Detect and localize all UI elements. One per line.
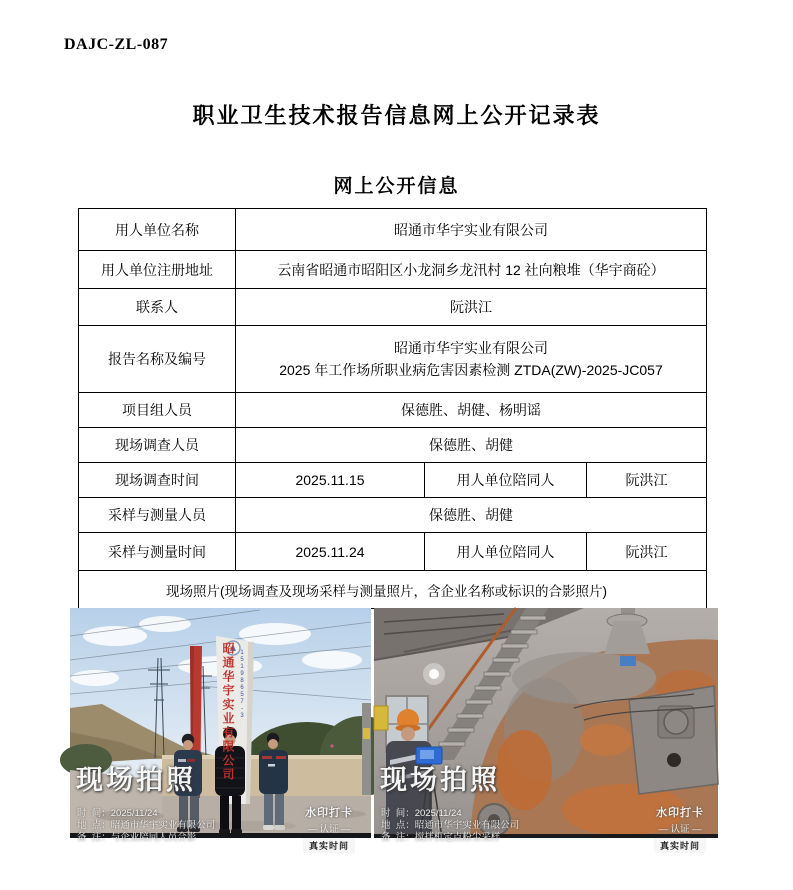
table-row	[79, 251, 707, 289]
watermark-place: 地 点：昭通市华宇实业有限公司	[381, 820, 520, 831]
real-time-badge: 真实时间	[303, 838, 355, 853]
table-row	[79, 428, 707, 463]
row-label: 用人单位名称	[79, 209, 236, 251]
company-sign-text: 昭通华宇实业有限公司	[221, 642, 235, 782]
photo-caption: 现场照片(现场调查及现场采样与测量照片，含企业名称或标识的合影照片)	[166, 583, 607, 599]
warning-sign	[374, 706, 388, 730]
table-row	[79, 463, 707, 498]
stamp-line2: — 认证 —	[307, 824, 351, 835]
watermark-title: 现场拍照	[380, 765, 500, 795]
row-value: 保德胜、胡健	[236, 428, 707, 463]
table-row	[79, 289, 707, 326]
real-time-badge: 真实时间	[654, 838, 706, 853]
roadside-board	[362, 703, 371, 795]
row-value	[236, 326, 707, 393]
company-sign-phone: 15198657-3	[239, 650, 245, 720]
row-value: 2025.11.15	[236, 463, 425, 498]
row-label: 现场调查人员	[79, 428, 236, 463]
photo-caption-cell	[79, 571, 707, 609]
row-value: 阮洪江	[236, 289, 707, 326]
row-value: 昭通市华宇实业有限公司	[236, 209, 707, 251]
row-value: 2025.11.24	[236, 533, 425, 571]
table-row	[79, 498, 707, 533]
panel-hole	[667, 753, 681, 767]
row-value-secondary: 阮洪江	[587, 533, 707, 571]
mixer-motor	[658, 706, 694, 738]
table-row	[79, 393, 707, 428]
watermark-place: 地 点：昭通市华宇实业有限公司	[77, 820, 216, 831]
row-label: 联系人	[79, 289, 236, 326]
doc-code: DAJC-ZL-087	[64, 36, 169, 53]
sampling-photo	[374, 608, 718, 851]
photo-strip	[70, 608, 718, 851]
stamp-line1: 水印打卡	[655, 807, 704, 819]
row-label: 项目组人员	[79, 393, 236, 428]
row-label: 采样与测量人员	[79, 498, 236, 533]
watermark-stamp	[303, 804, 355, 854]
stamp-line1: 水印打卡	[304, 807, 353, 819]
record-table	[78, 208, 707, 609]
lamp-glow	[423, 663, 445, 685]
watermark-stamp	[654, 804, 706, 854]
report-name: 昭通市华宇实业有限公司	[394, 340, 548, 356]
row-label: 报告名称及编号	[79, 326, 236, 393]
watermark-note: 备 注：搅拌机定点粉尘采样	[381, 832, 501, 843]
watermark-title: 现场拍照	[76, 765, 196, 795]
page-subtitle: 网上公开信息	[333, 176, 460, 197]
row-value-secondary: 阮洪江	[587, 463, 707, 498]
row-value: 云南省昭通市昭阳区小龙洞乡龙汛村 12 社向粮堆（华宇商砼）	[236, 251, 707, 289]
table-row	[79, 326, 707, 393]
row-label-secondary: 用人单位陪同人	[425, 533, 587, 571]
table-row	[79, 533, 707, 571]
row-label: 采样与测量时间	[79, 533, 236, 571]
row-value: 保德胜、胡健、杨明谣	[236, 393, 707, 428]
row-value: 保德胜、胡健	[236, 498, 707, 533]
row-label: 用人单位注册地址	[79, 251, 236, 289]
watermark-time: 时 间：2025/11/24	[77, 808, 158, 819]
page-title: 职业卫生技术报告信息网上公开记录表	[192, 103, 601, 128]
watermark-time: 时 间：2025/11/24	[381, 808, 462, 819]
row-label-secondary: 用人单位陪同人	[425, 463, 587, 498]
table-row	[79, 209, 707, 251]
site-group-photo	[70, 608, 371, 851]
mixer-door-panel	[629, 686, 718, 794]
blue-clamp	[620, 656, 636, 666]
table-row	[79, 571, 707, 609]
report-number: 2025 年工作场所职业病危害因素检测 ZTDA(ZW)-2025-JC057	[279, 362, 663, 378]
row-label: 现场调查时间	[79, 463, 236, 498]
watermark-note: 备 注：与企业陪同人员合影	[77, 832, 197, 843]
stamp-line2: — 认证 —	[658, 824, 702, 835]
